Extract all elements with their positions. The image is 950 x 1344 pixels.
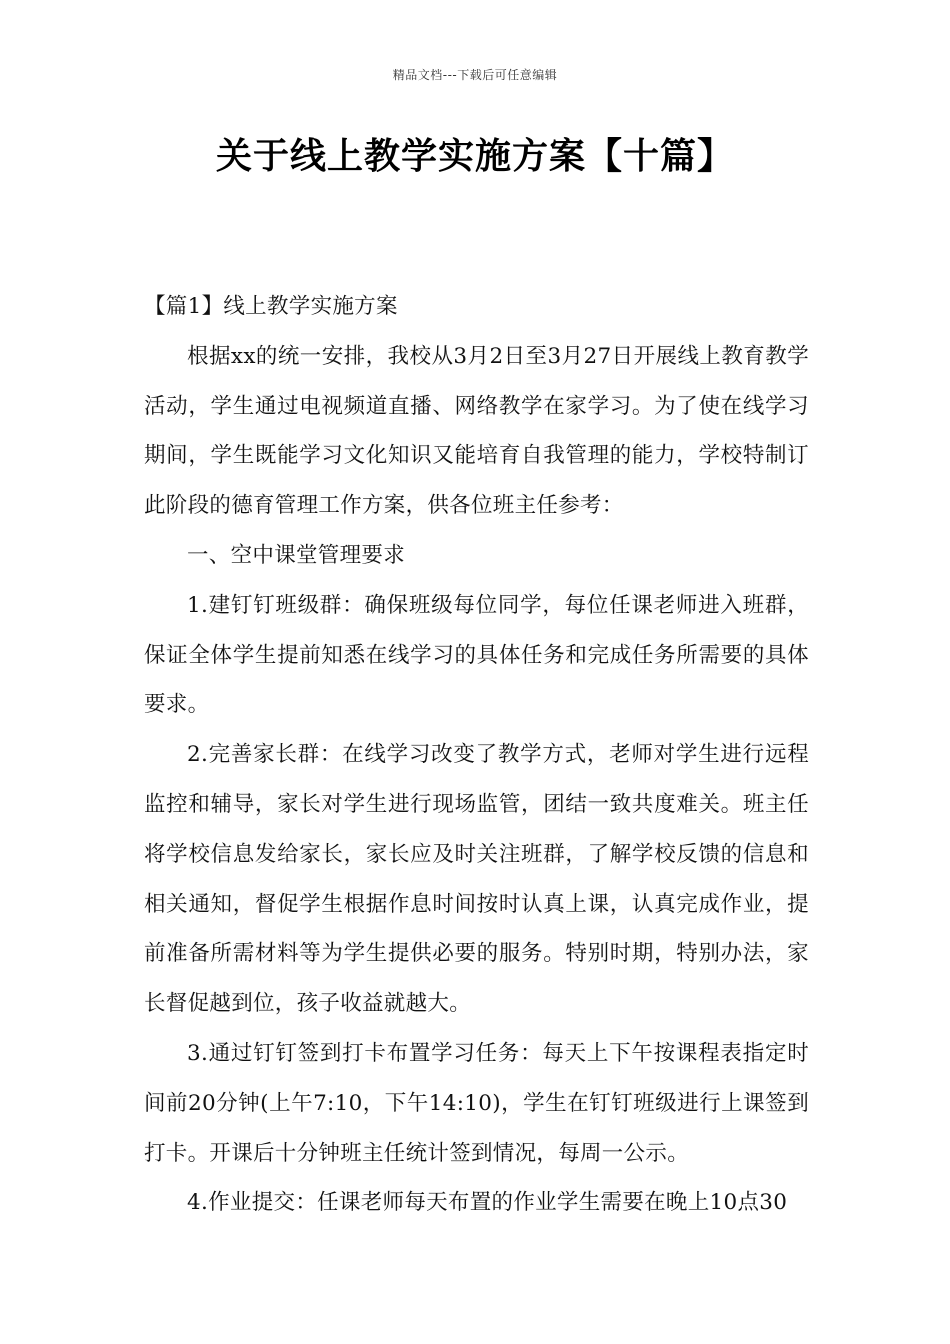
document-title: 关于线上教学实施方案【十篇】: [215, 136, 734, 177]
item-2-paragraph: 2.完善家长群：在线学习改变了教学方式，老师对学生进行远程监控和辅导，家长对学生进行现场监管，团结一致共度难关。班主任将学校信息发给家长，家长应及时关注班群，了解学校反馈的信息和相关通知，督促学生根据作息时间按时认真上课，认真完成作业，提前准备所需材料等为学生提供必要的服务。特别时期，特别办法，家长督促越到位，孩子收益就越大。: [144, 742, 809, 1017]
item-4-paragraph: 4.作业提交：任课老师每天布置的作业学生需要在晚上10点30: [187, 1190, 788, 1216]
intro-paragraph: 根据xx的统一安排，我校从3月2日至3月27日开展线上教育教学活动，学生通过电视频道直播、网络教学在家学习。为了使在线学习期间，学生既能学习文化知识又能培育自我管理的能力，学校特制订此阶段的德育管理工作方案，供各位班主任参考：: [144, 343, 809, 519]
item-3-paragraph: 3.通过钉钉签到打卡布置学习任务：每天上下午按课程表指定时间前20分钟(上午7:10，下午14:10)，学生在钉钉班级进行上课签到打卡。开课后十分钟班主任统计签到情况，每周一公示。: [144, 1040, 809, 1166]
document-body: [144, 282, 809, 1228]
part1-heading: 一、空中课堂管理要求: [187, 542, 406, 568]
section-heading: 【篇1】线上教学实施方案: [144, 294, 398, 319]
item-1-paragraph: 1.建钉钉班级群：确保班级每位同学，每位任课老师进入班群，保证全体学生提前知悉在线学习的具体任务和完成任务所需要的具体要求。: [144, 592, 809, 718]
header-note: 精品文档---下载后可任意编辑: [392, 68, 558, 82]
